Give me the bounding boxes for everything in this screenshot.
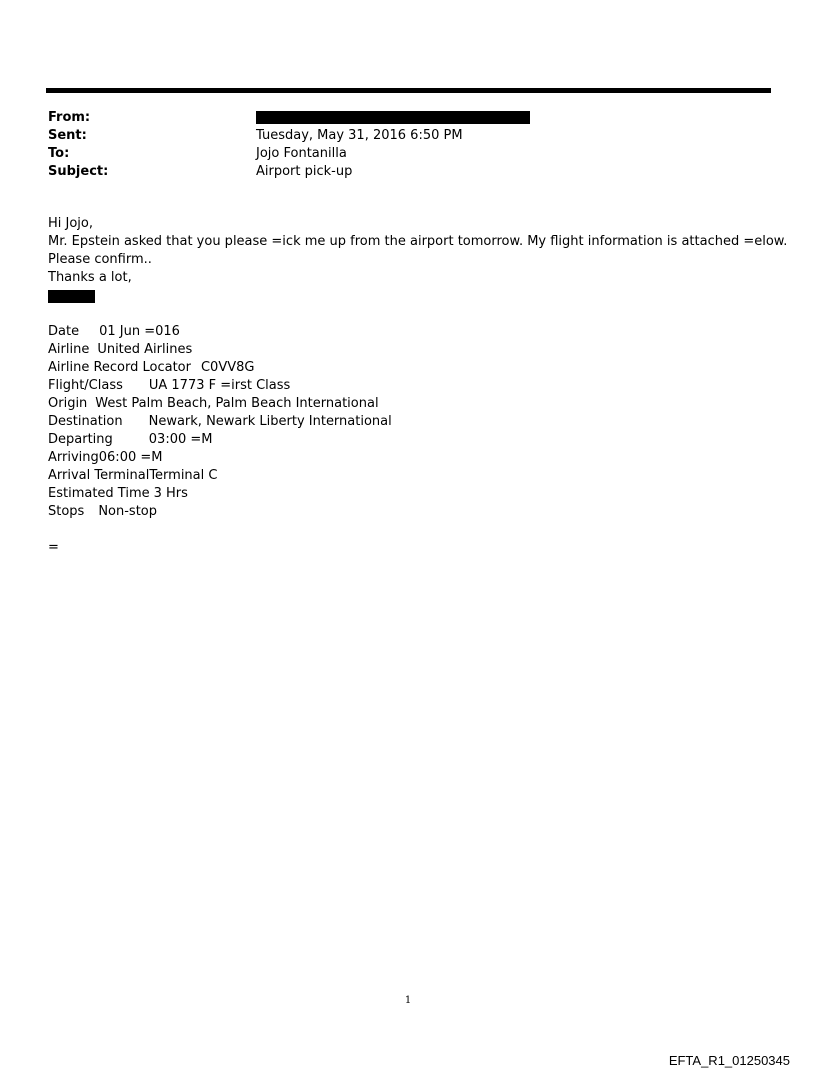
redaction-bar xyxy=(48,290,95,303)
flight-row xyxy=(48,413,392,431)
email-header xyxy=(48,109,530,181)
document-id: EFTA_R1_01250345 xyxy=(668,1053,790,1068)
body-line: Please confirm.. xyxy=(48,252,152,267)
flight-label: Arriving xyxy=(48,450,99,465)
flight-value: Newark, Newark Liberty International xyxy=(148,414,392,429)
flight-row xyxy=(48,449,392,467)
flight-row xyxy=(48,377,392,395)
from-label: From: xyxy=(48,110,91,125)
flight-row xyxy=(48,485,392,503)
flight-row xyxy=(48,359,392,377)
page-number: 1 xyxy=(404,995,412,1006)
flight-label: Stops xyxy=(48,504,85,519)
redaction-bar xyxy=(256,111,530,124)
from-row xyxy=(48,109,530,127)
flight-value: Terminal C xyxy=(149,468,218,483)
flight-row xyxy=(48,467,392,485)
subject-row xyxy=(48,163,530,181)
email-body xyxy=(48,215,787,305)
subject-value: Airport pick-up xyxy=(256,164,353,179)
flight-row xyxy=(48,395,392,413)
flight-label: Date xyxy=(48,324,80,339)
flight-value: 03:00 =M xyxy=(148,432,213,447)
trailing-text: = xyxy=(48,540,59,555)
flight-row xyxy=(48,503,392,521)
subject-label: Subject: xyxy=(48,164,109,179)
flight-row xyxy=(48,431,392,449)
sign-off: Thanks a lot, xyxy=(48,270,132,285)
sent-label: Sent: xyxy=(48,128,87,143)
flight-value: Non-stop xyxy=(98,504,158,519)
flight-value: West Palm Beach, Palm Beach International xyxy=(95,396,379,411)
flight-label: Flight/Class xyxy=(48,378,123,393)
flight-row xyxy=(48,323,392,341)
from-value xyxy=(256,109,530,127)
body-line: Mr. Epstein asked that you please =ick me up from the airport tomorrow. My flight information is attached =elow. xyxy=(48,234,788,249)
flight-value: United Airlines xyxy=(97,342,193,357)
flight-label: Arrival Terminal xyxy=(48,468,150,483)
flight-label: Estimated Time xyxy=(48,486,150,501)
flight-label: Airline Record Locator xyxy=(48,360,191,375)
to-row xyxy=(48,145,530,163)
flight-value: UA 1773 F =irst Class xyxy=(148,378,291,393)
flight-value: C0VV8G xyxy=(200,360,255,375)
greeting: Hi Jojo, xyxy=(48,216,94,231)
flight-label: Origin xyxy=(48,396,88,411)
to-value: Jojo Fontanilla xyxy=(256,146,347,161)
flight-label: Departing xyxy=(48,432,113,447)
flight-row xyxy=(48,341,392,359)
sent-value: Tuesday, May 31, 2016 6:50 PM xyxy=(256,128,463,143)
flight-label: Airline xyxy=(48,342,90,357)
sent-row xyxy=(48,127,530,145)
flight-label: Destination xyxy=(48,414,123,429)
to-label: To: xyxy=(48,146,70,161)
flight-value: 06:00 =M xyxy=(98,450,163,465)
flight-value: 01 Jun =016 xyxy=(99,324,180,339)
flight-details xyxy=(48,323,392,521)
signature xyxy=(48,287,787,305)
header-rule xyxy=(46,88,771,93)
flight-value: 3 Hrs xyxy=(153,486,188,501)
